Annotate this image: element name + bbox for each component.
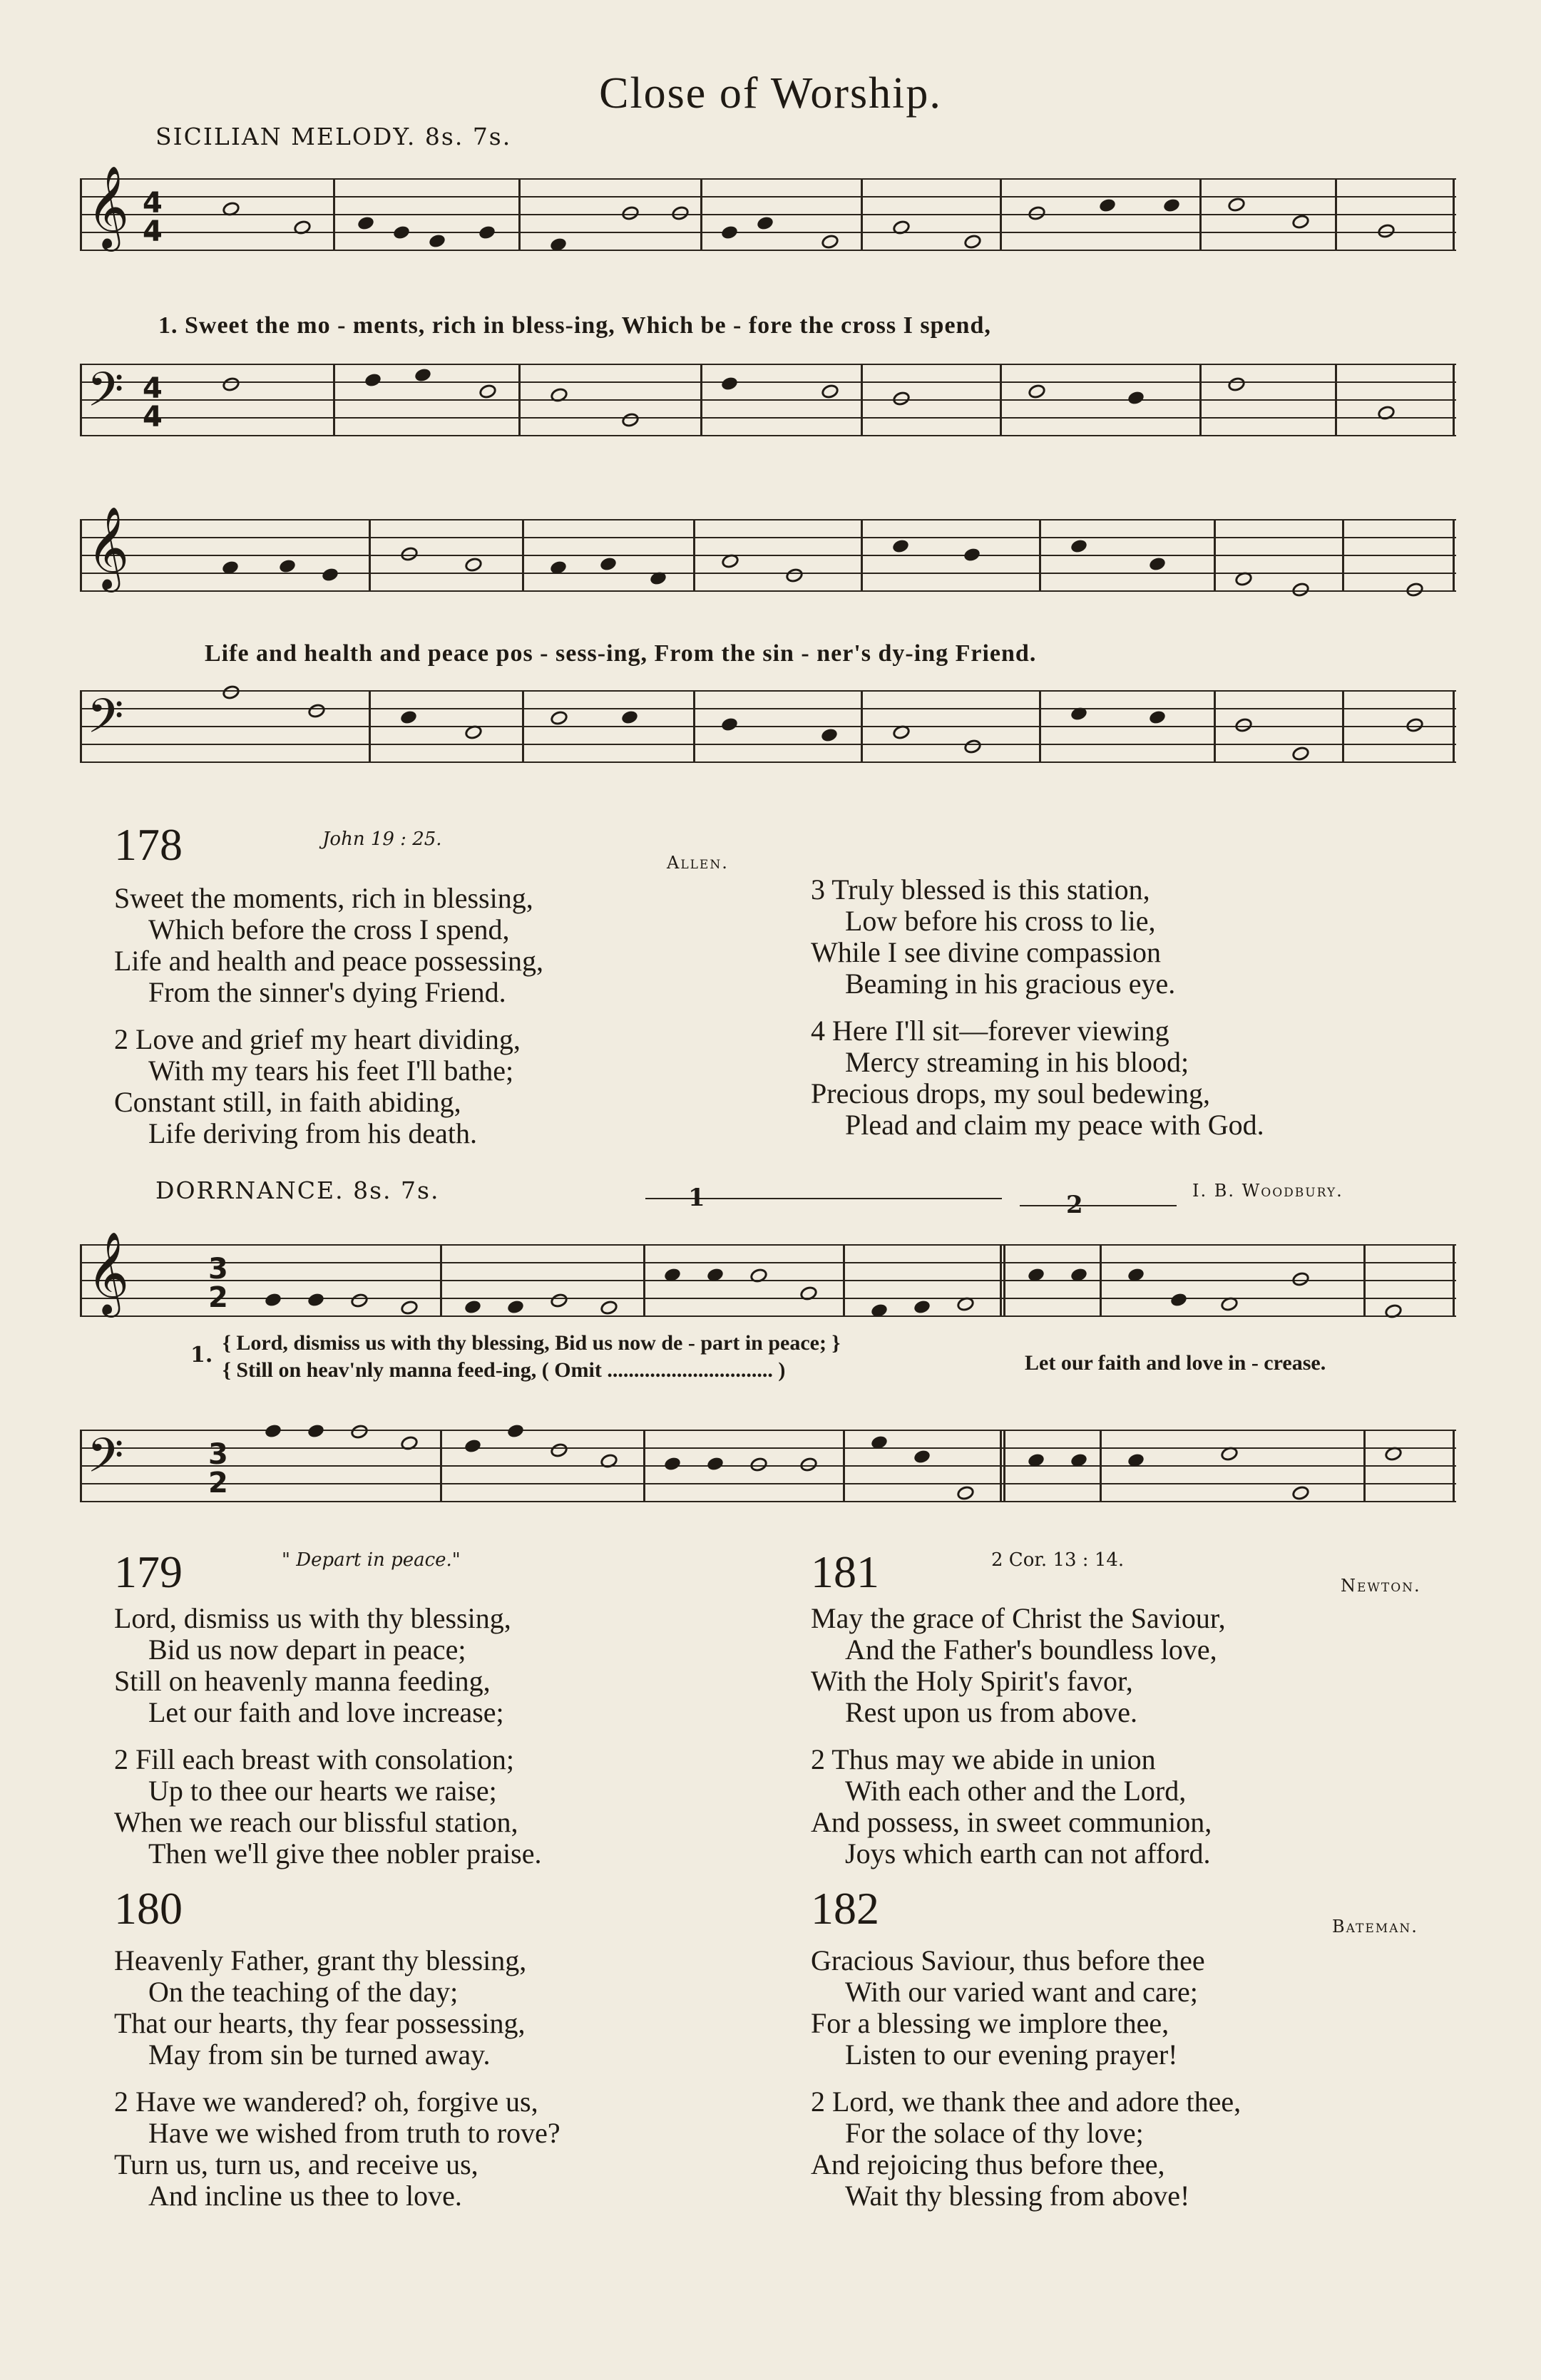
verse-line: Gracious Saviour, thus before thee [811, 1944, 1205, 1976]
hymn-178-verses-right [811, 874, 1264, 1141]
second-ending-bracket [1020, 1205, 1177, 1206]
verse-line: Let our faith and love increase; [148, 1696, 504, 1728]
verse-line: Then we'll give thee nobler praise. [148, 1837, 542, 1869]
verse-line: Plead and claim my peace with God. [845, 1109, 1264, 1141]
verse-line: 2 Lord, we thank thee and adore thee, [811, 2086, 1241, 2118]
time-signature-icon: 4 4 [143, 372, 163, 434]
scripture-reference: 2 Cor. 13 : 14. [991, 1549, 1125, 1571]
tune-meter: 8s. 7s. [424, 123, 512, 150]
verse-line: From the sinner's dying Friend. [148, 976, 506, 1008]
time-signature-icon: 3 2 [208, 1438, 228, 1499]
verse-line: Bid us now depart in peace; [148, 1633, 466, 1666]
verse-line: Precious drops, my soul bedewing, [811, 1077, 1210, 1109]
lyrics-line: Let our faith and love in - crease. [1025, 1351, 1326, 1375]
verse-line: That our hearts, thy fear possessing, [114, 2007, 526, 2039]
hymn-author: Bateman. [1332, 1917, 1418, 1937]
bass-clef-icon: 𝄢 [87, 689, 124, 755]
verse-line: Low before his cross to lie, [845, 905, 1156, 937]
hymn-author: Newton. [1341, 1576, 1421, 1596]
bass-clef-icon: 𝄢 [87, 362, 124, 429]
verse-line: And incline us thee to love. [148, 2180, 462, 2212]
verse-line: Listen to our evening prayer! [845, 2038, 1178, 2071]
section-title: Close of Worship. [599, 69, 942, 118]
verse-line: 2 Thus may we abide in union [811, 1743, 1156, 1775]
verse-line: With the Holy Spirit's favor, [811, 1665, 1133, 1697]
bass-staff [80, 690, 1456, 761]
bass-staff [80, 364, 1456, 435]
hymn-181-verses [811, 1603, 1226, 1869]
verse-line: For the solace of thy love; [845, 2117, 1144, 2149]
verse-line: May the grace of Christ the Saviour, [811, 1602, 1226, 1634]
verse-line: Beaming in his gracious eye. [845, 968, 1176, 1000]
music-system-3 [80, 1231, 1456, 1522]
verse-line: Life deriving from his death. [148, 1117, 477, 1149]
time-signature-icon: 3 2 [208, 1253, 228, 1314]
treble-clef-icon: 𝄞 [87, 165, 130, 248]
verse-line: Rest upon us from above. [845, 1696, 1137, 1728]
scripture-reference: John 19 : 25. [322, 829, 442, 850]
tune-title: DORRNANCE. [155, 1176, 344, 1204]
first-ending-label: 1 [688, 1184, 705, 1212]
verse-line: Turn us, turn us, and receive us, [114, 2148, 478, 2180]
verse-line: Constant still, in faith abiding, [114, 1086, 461, 1118]
verse-line: And the Father's boundless love, [845, 1633, 1217, 1666]
scripture-reference: " Depart in peace." [282, 1549, 461, 1571]
treble-staff [80, 506, 1456, 590]
tune-name [155, 1176, 439, 1204]
tune-name [155, 123, 511, 150]
verse-line: 2 Fill each breast with consolation; [114, 1743, 514, 1775]
hymn-178-verses-left [114, 883, 543, 1149]
verse-line: Joys which earth can not afford. [845, 1837, 1211, 1869]
hymn-number: 182 [811, 1883, 879, 1934]
verse-line: May from sin be turned away. [148, 2038, 491, 2071]
hymn-number: 181 [811, 1547, 879, 1597]
verse-line: 2 Love and grief my heart dividing, [114, 1023, 521, 1055]
treble-clef-icon: 𝄞 [87, 506, 130, 589]
lyrics-line: 1. Sweet the mo - ments, rich in bless-ing, Which be - fore the cross I spend, [158, 312, 991, 339]
verse-line: 4 Here I'll sit—forever viewing [811, 1015, 1169, 1047]
treble-staff [80, 165, 1456, 250]
verse-line: With my tears his feet I'll bathe; [148, 1055, 514, 1087]
bass-staff [80, 1430, 1456, 1501]
treble-clef-icon: 𝄞 [87, 1231, 130, 1314]
verse-line: And possess, in sweet communion, [811, 1806, 1212, 1838]
verse-line: Up to thee our hearts we raise; [148, 1775, 497, 1807]
hymn-180-verses [114, 1945, 560, 2212]
tune-title: SICILIAN MELODY. [155, 123, 416, 150]
verse-line: 3 Truly blessed is this station, [811, 873, 1150, 906]
verse-line: With each other and the Lord, [845, 1775, 1187, 1807]
verse-line: Wait thy blessing from above! [845, 2180, 1190, 2212]
hymn-number: 179 [114, 1547, 183, 1597]
verse-line: Mercy streaming in his blood; [845, 1046, 1189, 1078]
verse-line: With our varied want and care; [845, 1976, 1198, 2008]
hymn-number: 178 [114, 819, 183, 870]
verse-line: When we reach our blissful station, [114, 1806, 518, 1838]
music-system-2 [80, 506, 1456, 804]
verse-line: Heavenly Father, grant thy blessing, [114, 1944, 527, 1976]
verse-line: On the teaching of the day; [148, 1976, 459, 2008]
verse-line: Still on heavenly manna feeding, [114, 1665, 491, 1697]
verse-line: Sweet the moments, rich in blessing, [114, 882, 533, 914]
verse-number: 1. [190, 1343, 213, 1368]
tune-composer: I. B. Woodbury. [1192, 1181, 1343, 1201]
verse-line: Lord, dismiss us with thy blessing, [114, 1602, 511, 1634]
lyrics-line: { Lord, dismiss us with thy blessing, Bid us now de - part in peace; } [222, 1331, 841, 1355]
hymn-182-verses [811, 1945, 1241, 2212]
verse-line: Life and health and peace possessing, [114, 945, 544, 977]
music-system-1 [80, 165, 1456, 463]
time-signature-icon: 4 4 [143, 187, 163, 248]
verse-line: Which before the cross I spend, [148, 913, 510, 945]
verse-line: For a blessing we implore thee, [811, 2007, 1169, 2039]
second-ending-label: 2 [1066, 1191, 1083, 1219]
hymn-author: Allen. [667, 853, 729, 873]
hymn-number: 180 [114, 1883, 183, 1934]
treble-staff [80, 1231, 1456, 1315]
bass-clef-icon: 𝄢 [87, 1428, 124, 1494]
lyrics-line: { Still on heav'nly manna feed-ing, ( Omit ............................... ) [222, 1358, 786, 1382]
lyrics-line: Life and health and peace pos - sess-ing, From the sin - ner's dy-ing Friend. [205, 640, 1037, 667]
verse-line: Have we wished from truth to rove? [148, 2117, 560, 2149]
verse-line: While I see divine compassion [811, 936, 1161, 968]
hymn-179-verses [114, 1603, 541, 1869]
tune-meter: 8s. 7s. [353, 1176, 440, 1204]
verse-line: And rejoicing thus before thee, [811, 2148, 1165, 2180]
verse-line: 2 Have we wandered? oh, forgive us, [114, 2086, 538, 2118]
